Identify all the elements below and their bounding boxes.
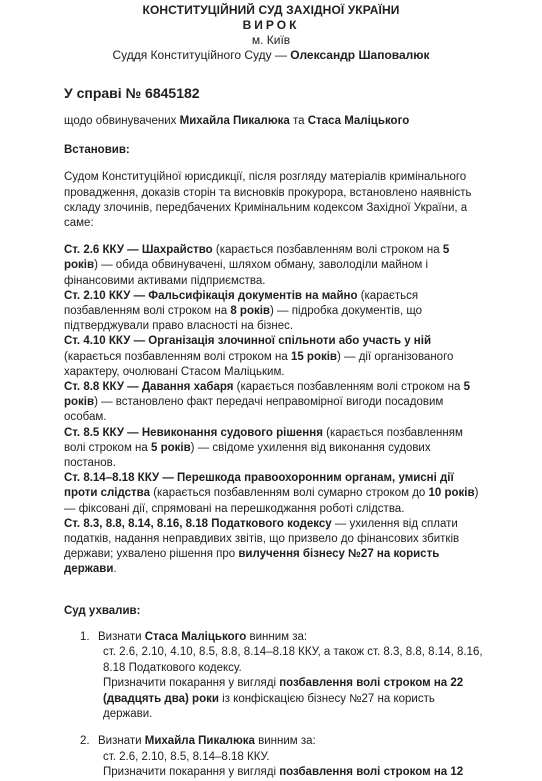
article-title: Ст. 4.10 ККУ — Організація злочинної спільноти або участь у ній (64, 335, 432, 348)
ruling-list (64, 630, 542, 781)
ruling-lead: Визнати (98, 630, 145, 643)
ruling-articles: ст. 2.6, 2.10, 8.5, 8.14–8.18 ККУ. (103, 750, 270, 763)
article-description: ) — дії організованого характеру, очолювані Стасом Маліцьким. (64, 350, 454, 378)
ruling-item (64, 734, 483, 780)
article-term: 5 років (64, 244, 450, 272)
article-penalty: (карається позбавленням волі строком на (233, 381, 464, 394)
article-entry (64, 334, 479, 380)
article-title: Ст. 8.3, 8.8, 8.14, 8.16, 8.18 Податкового кодексу (64, 517, 332, 530)
document-header (0, 0, 542, 63)
article-entry (64, 426, 479, 472)
judge-name: Олександр Шаповалюк (290, 48, 430, 62)
article-entry (64, 289, 479, 335)
accused-name-2: Стаса Маліцького (307, 115, 410, 127)
article-term: 8 років (230, 305, 271, 318)
convicted-name: Михайла Пикалюка (144, 735, 255, 748)
article-entry (64, 380, 479, 426)
article-penalty: (карається позбавленням волі строком на (64, 426, 463, 454)
article-entry (64, 471, 479, 517)
article-title: Ст. 8.5 ККУ — Невиконання судового рішення (64, 426, 323, 439)
sentence-lead: Призначити покарання у вигляді (103, 677, 280, 690)
article-penalty: (карається позбавленням волі строком на (212, 244, 443, 257)
ruling-guilty: винним за: (246, 630, 308, 643)
article-description: ) — підробка документів, що підтверджували право власності на бізнес. (64, 305, 423, 333)
article-description: ) — встановлено факт передачі неправомірної вигоди посадовим особам. (64, 396, 444, 424)
accused-and: та (289, 115, 308, 127)
article-term: 10 років (428, 487, 475, 500)
established-heading: Встановив: (64, 144, 130, 157)
article-title: Ст. 8.14–8.18 ККУ — Перешкода правоохоронним органам, умисні дії проти слідства (64, 472, 454, 500)
article-title: Ст. 2.10 ККУ — Фальсифікація документів на майно (64, 289, 358, 302)
ruling-verdict-line (98, 734, 483, 749)
case-title: У справі № 6845182 (64, 85, 200, 101)
article-title: Ст. 8.8 ККУ — Давання хабаря (64, 381, 234, 394)
ruling-number: 2. (80, 735, 90, 748)
article-description: ) — фіксовані дії, спрямовані на перешкоджання роботі слідства. (64, 487, 479, 515)
ruling-item (64, 630, 483, 722)
ruling-heading: Суд ухвалив: (64, 604, 141, 617)
ruling-verdict-line (98, 630, 483, 645)
sentence-rest: із конфіскацією бізнесу №27 на користь держави. (103, 692, 435, 720)
sentence-term: позбавлення волі строком на 12 (279, 766, 464, 779)
article-entry (64, 517, 479, 578)
intro-paragraph: Судом Конституційної юрисдикції, після розгляду матеріалів кримінального провадження, доказів сторін та висновків прокурора, встановлено наявність складу злочинів, передбачених Кримінальним кодексом Західної України, а саме: (64, 171, 472, 230)
ruling-articles: ст. 2.6, 2.10, 4.10, 8.5, 8.8, 8.14–8.18 ККУ, а також ст. 8.3, 8.8, 8.14, 8.16, 8.18 Податкового кодексу. (103, 646, 483, 674)
article-description: — ухилення від сплати податків, надання неправдивих звітів, що призвело до фінансових збитків держави; ухвалено рішення про (64, 517, 460, 561)
article-term: 5 років (151, 441, 191, 454)
ruling-sentence (98, 676, 483, 722)
confiscation-decision: вилучення бізнесу №27 на користь держави (64, 548, 440, 576)
article-term: 15 років (290, 350, 337, 363)
ruling-lead: Визнати (98, 735, 145, 748)
article-title: Ст. 2.6 ККУ — Шахрайство (64, 244, 213, 257)
article-description: ) — обида обвинувачені, шляхом обману, заволоділи майном і фінансовими активами підприємства. (64, 259, 429, 287)
convicted-name: Стаса Маліцького (144, 630, 247, 643)
article-penalty: (карається позбавленням волі сумарно строком до (150, 487, 429, 500)
judge-prefix: Суддя Конституційного Суду — (112, 48, 291, 62)
judge-line (0, 48, 542, 63)
document-type: ВИРОК (242, 18, 300, 32)
court-name: КОНСТИТУЦІЙНИЙ СУД ЗАХІДНОЇ УКРАЇНИ (142, 3, 400, 17)
ruling-number: 1. (80, 630, 90, 643)
articles-list (64, 243, 542, 577)
accused-name-1: Михайла Пикалюка (179, 115, 290, 127)
article-penalty: (карається позбавленням волі строком на (64, 350, 291, 363)
article-description: ) — свідоме ухилення від виконання судових постанов. (64, 441, 431, 470)
ruling-sentence (98, 765, 483, 780)
article-penalty: (карається позбавленням волі строком на (64, 289, 419, 318)
sentence-lead: Призначити покарання у вигляді (103, 766, 280, 779)
ruling-guilty: винним за: (254, 735, 316, 748)
article-tail: . (113, 563, 117, 576)
sentence-term: позбавлення волі строком на 22 (двадцять два) роки (103, 677, 464, 705)
accused-prefix: щодо обвинувачених (64, 115, 180, 127)
article-entry (64, 243, 479, 289)
city: м. Київ (251, 33, 291, 47)
article-term: 5 років (64, 381, 470, 409)
accused-line (64, 114, 479, 129)
